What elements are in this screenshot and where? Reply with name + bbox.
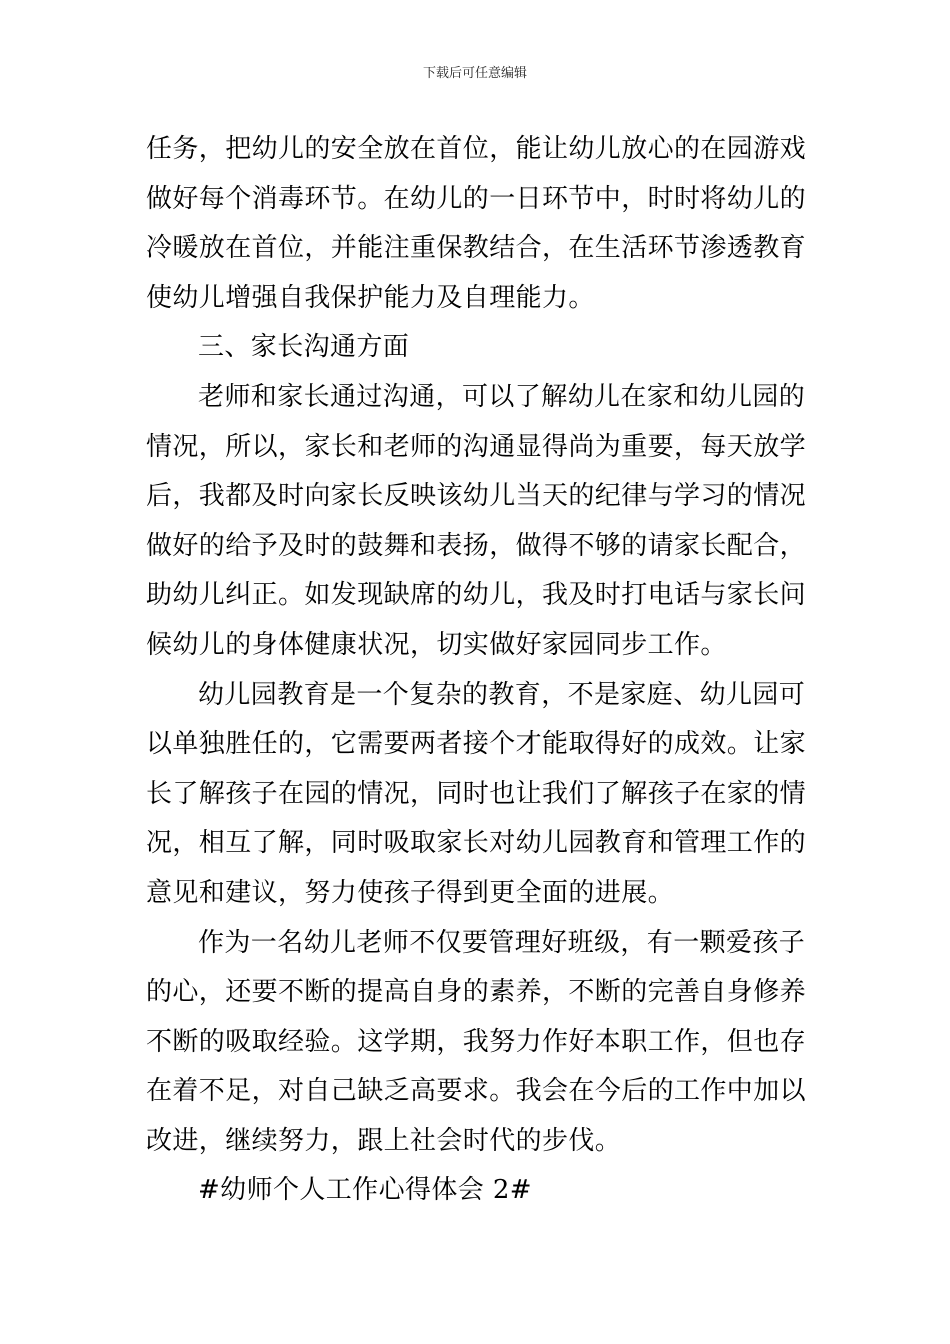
text-line: 冷暖放在首位，并能注重保教结合，在生活环节渗透教育 <box>146 233 807 264</box>
text-line: 任务，把幼儿的安全放在首位，能让幼儿放心的在园游戏 <box>146 134 807 164</box>
text-line: 改进，继续努力，跟上社会时代的步伐。 <box>146 1125 622 1156</box>
text-line: 长了解孩子在园的情况，同时也让我们了解孩子在家的情 <box>146 778 807 809</box>
text-line: 的心，还要不断的提高自身的素养，不断的完善自身修养 <box>146 977 807 1008</box>
text-line: 使幼儿增强自我保护能力及自理能力。 <box>146 282 595 313</box>
text-line: 后，我都及时向家长反映该幼儿当天的纪律与学习的情况 <box>146 481 807 512</box>
text-line: 在着不足，对自己缺乏高要求。我会在今后的工作中加以 <box>146 1076 807 1107</box>
text-line: 幼儿园教育是一个复杂的教育，不是家庭、幼儿园可 <box>198 679 806 710</box>
text-line: 助幼儿纠正。如发现缺席的幼儿，我及时打电话与家长问 <box>146 580 807 611</box>
text-line: 情况，所以，家长和老师的沟通显得尚为重要，每天放学 <box>146 431 807 462</box>
text-line: 候幼儿的身体健康状况，切实做好家园同步工作。 <box>146 629 727 660</box>
text-line: 意见和建议，努力使孩子得到更全面的进展。 <box>146 877 675 908</box>
text-line: 不断的吸取经验。这学期，我努力作好本职工作，但也存 <box>146 1026 807 1057</box>
section-heading: #幼师个人工作心得体会 2# <box>198 1175 532 1206</box>
page-header: 下载后可任意编辑 <box>422 66 527 81</box>
text-line: 做好每个消毒环节。在幼儿的一日环节中，时时将幼儿的 <box>146 183 807 214</box>
text-line: 老师和家长通过沟通，可以了解幼儿在家和幼儿园的 <box>198 381 806 412</box>
document-body <box>146 125 808 1216</box>
text-line: 以单独胜任的，它需要两者接个才能取得好的成效。让家 <box>146 729 807 760</box>
text-line: 做好的给予及时的鼓舞和表扬，做得不够的请家长配合， <box>146 530 807 561</box>
text-line: 作为一名幼儿老师不仅要管理好班级，有一颗爱孩子 <box>198 927 806 958</box>
section-heading: 三、家长沟通方面 <box>198 332 410 363</box>
text-line: 况，相互了解，同时吸取家长对幼儿园教育和管理工作的 <box>146 828 807 859</box>
